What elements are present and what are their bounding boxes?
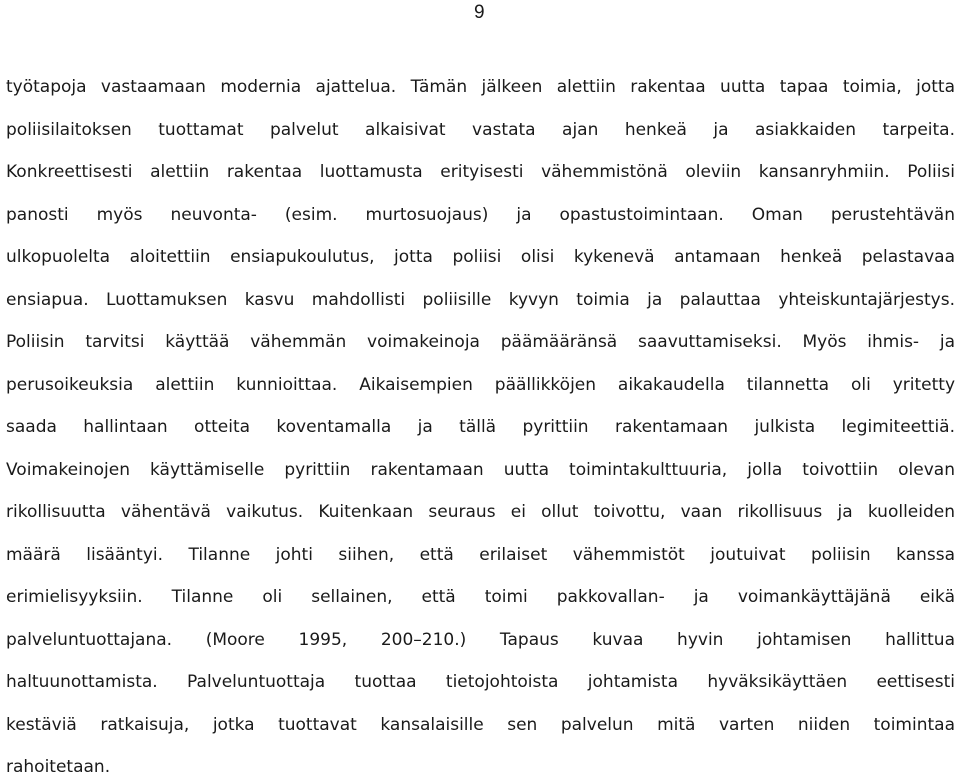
text-line: Konkreettisesti alettiin rakentaa luottamusta erityisesti vähemmistönä oleviin kansanryhmiin. Poliisi xyxy=(6,162,955,182)
text-line: Poliisin tarvitsi käyttää vähemmän voimakeinoja päämääränsä saavuttamiseksi. Myös ihmis- ja xyxy=(6,332,955,352)
text-line: Voimakeinojen käyttämiselle pyrittiin rakentamaan uutta toimintakulttuuria, jolla toivottiin olevan xyxy=(6,460,955,480)
text-line: ensiapua. Luottamuksen kasvu mahdollisti poliisille kyvyn toimia ja palauttaa yhteiskuntajärjestys. xyxy=(6,290,955,310)
text-line: haltuunottamista. Palveluntuottaja tuottaa tietojohtoista johtamista hyväksikäyttäen eettisesti xyxy=(6,672,955,692)
text-line: erimielisyyksiin. Tilanne oli sellainen, että toimi pakkovallan- ja voimankäyttäjänä eikä xyxy=(6,587,955,607)
text-line: työtapoja vastaamaan modernia ajattelua. Tämän jälkeen alettiin rakentaa uutta tapaa toimia, jotta xyxy=(6,77,955,97)
text-line: poliisilaitoksen tuottamat palvelut alkaisivat vastata ajan henkeä ja asiakkaiden tarpeita. xyxy=(6,120,955,140)
text-line: panosti myös neuvonta- (esim. murtosuojaus) ja opastustoimintaan. Oman perustehtävän xyxy=(6,205,955,225)
text-line-last: rahoitetaan. xyxy=(6,757,111,777)
text-line: palveluntuottajana. (Moore 1995, 200–210.) Tapaus kuvaa hyvin johtamisen hallittua xyxy=(6,630,955,650)
text-line: ulkopuolelta aloitettiin ensiapukoulutus, jotta poliisi olisi kykenevä antamaan henkeä pelastavaa xyxy=(6,247,955,267)
text-line: perusoikeuksia alettiin kunnioittaa. Aikaisempien päällikköjen aikakaudella tilannetta oli yritetty xyxy=(6,375,955,395)
text-line: rikollisuutta vähentävä vaikutus. Kuitenkaan seuraus ei ollut toivottu, vaan rikollisuus ja kuolleiden xyxy=(6,502,955,522)
page-number: 9 xyxy=(474,2,485,23)
text-line: määrä lisääntyi. Tilanne johti siihen, että erilaiset vähemmistöt joutuivat poliisin kanssa xyxy=(6,545,955,565)
text-line: saada hallintaan otteita koventamalla ja tällä pyrittiin rakentamaan julkista legimiteettiä. xyxy=(6,417,955,437)
text-line: kestäviä ratkaisuja, jotka tuottavat kansalaisille sen palvelun mitä varten niiden toimintaa xyxy=(6,715,955,735)
